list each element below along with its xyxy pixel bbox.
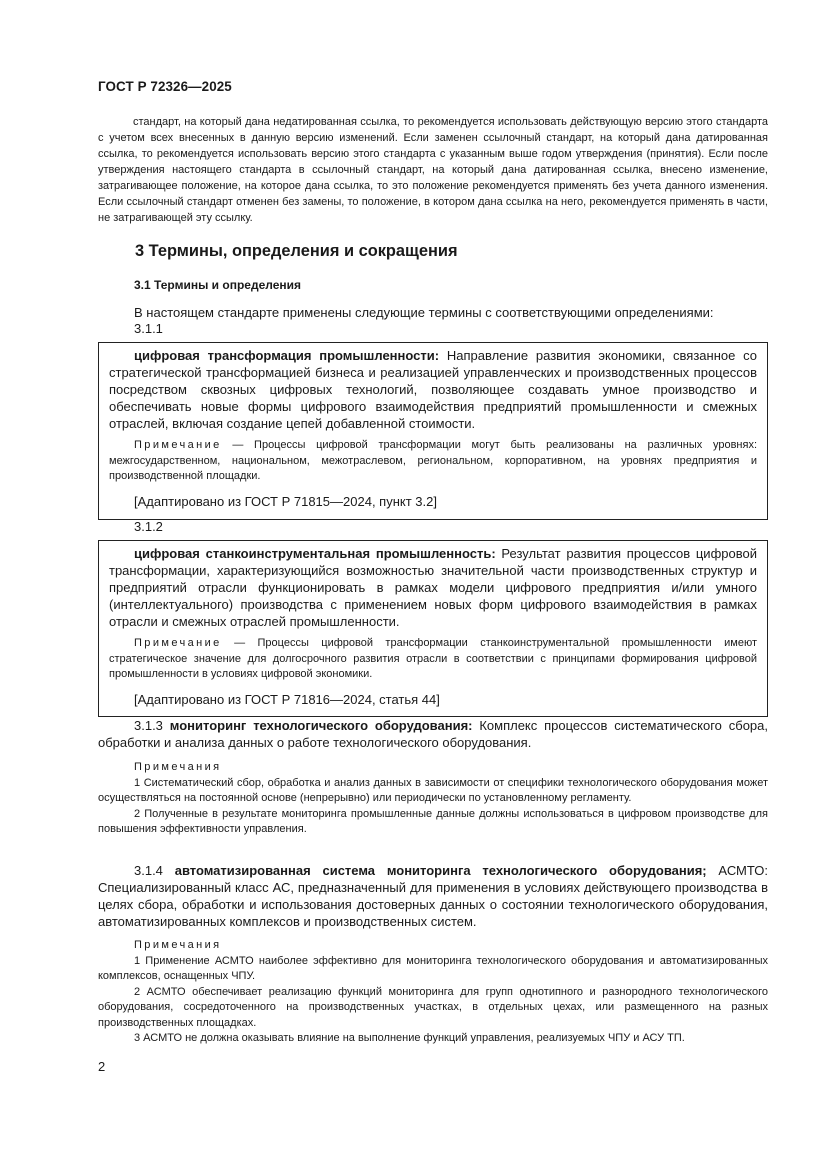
term-3-1-1-number: 3.1.1 [134,321,163,336]
term-3-1-4-term: автоматизированная система мониторинга технологического оборудования; [174,863,707,878]
term-3-1-3-notes [98,760,768,838]
term-3-1-4-note-3: 3 АСМТО не должна оказывать влияние на выполнение функций управления, реализуемых ЧПУ и АСУ ТП. [134,1032,685,1044]
term-3-1-3-definition [98,717,768,751]
term-3-1-2-note-label: Примечание [134,637,222,649]
section-3-1-heading: 3.1 Термины и определения [134,278,302,292]
term-3-1-2-box [98,540,768,717]
intro-paragraph: стандарт, на который дана недатированная ссылка, то рекомендуется использовать действующую версию этого стандарта с учетом всех внесенных в данную версию изменений. Если заменен ссылочный стандарт, на который дана датированная ссылка, то рекомендуется использовать версию этого стандарта с указанным выше годом утверждения (принятия). Если после утверждения настоящего стандарта в ссылочный стандарт, на который дана датированная ссылка, внесено изменение, затрагивающее положение, на которое дана ссылка, то это положение рекомендуется применять без учета данного изменения. Если ссылочный стандарт отменен без замены, то положение, в котором дана ссылка на него, рекомендуется применять в части, не затрагивающей эту ссылку. [98,116,768,224]
term-3-1-2-term: цифровая станкоинструментальная промышленность: [134,546,496,561]
term-3-1-1-note-text: — Процессы цифровой трансформации могут быть реализованы на различных уровнях: межгосударственном, национальном, межотраслевом, региональном, корпоративном, на уровнях предприятия и производственной площадки. [109,439,757,482]
term-3-1-1-source: [Адаптировано из ГОСТ Р 71815—2024, пункт 3.2] [134,493,437,509]
term-3-1-3-text: Комплекс процессов систематического сбора, обработки и анализа данных о работе технологического оборудования. [98,718,768,750]
document-header: ГОСТ Р 72326—2025 [98,79,232,94]
term-3-1-1-note [109,438,757,485]
section-3-heading: 3 Термины, определения и сокращения [135,242,458,260]
term-3-1-4-definition [98,862,768,930]
page-number: 2 [98,1059,106,1074]
term-3-1-4-note-1: 1 Применение АСМТО наиболее эффективно для мониторинга технологического оборудования и автоматизированных комплексов, оснащенных ЧПУ. [98,954,768,982]
term-3-1-2-definition [109,545,757,630]
term-3-1-4-notes-label: Примечания [134,939,222,951]
term-3-1-3-note-1: 1 Систематический сбор, обработка и анализ данных в зависимости от специфики технологического оборудования может осуществляться на постоянной основе (непрерывно) или периодически по установленному регламенту. [98,776,768,804]
term-3-1-1-definition [109,347,757,432]
term-3-1-3-number: 3.1.3 [134,718,163,733]
term-3-1-2-note-text: — Процессы цифровой трансформации станкоинструментальной промышленности имеют стратегическое значение для долгосрочного развития отрасли в соответствии с принципами формирования цифровой промышленности в условиях цифровой экономики. [109,637,757,680]
term-3-1-3-note-2: 2 Полученные в результате мониторинга промышленные данные должны использоваться в цифровом производстве для повышения эффективности управления. [98,807,768,835]
term-3-1-1-box [98,342,768,520]
term-3-1-3-notes-label: Примечания [134,761,222,773]
section-3-1-intro-text: В настоящем стандарте применены следующие термины с соответствующими определениями: [134,305,714,320]
term-3-1-1-text: Направление развития экономики, связанное со стратегической трансформацией бизнеса и реализацией управленческих и производственных процессов посредством сквозных цифровых технологий, позволяющее создавать умное производство и обеспечивать новые формы цифрового взаимодействия предприятий промышленности и смежных отраслей, включая создание цепей добавленной стоимости. [109,348,758,431]
term-3-1-2-number: 3.1.2 [134,519,163,534]
term-3-1-2-text: Результат развития процессов цифровой трансформации, характеризующийся возможностью значительной части производственных структур и предприятий отрасли функционировать в рамках модели цифрового предприятия и/или умного (интеллектуального) производства с применением новых форм цифрового взаимодействия в рамках отрасли и смежных отраслей промышленности. [109,546,757,629]
term-3-1-4-abbr: АСМТО: [706,863,768,878]
term-3-1-1-note-label: Примечание [134,439,222,451]
term-3-1-4-notes [98,938,768,1047]
term-3-1-2-note [109,636,757,683]
section-3-1-intro [134,304,768,321]
term-3-1-4-note-2: 2 АСМТО обеспечивает реализацию функций мониторинга для групп однотипного и разнородного технологического оборудования, сосредоточенного на производственных участках, в отдельных цехах, или размещенного на разных производственных площадках. [98,985,768,1029]
term-3-1-1-term: цифровая трансформация промышленности: [134,348,440,363]
term-3-1-4-text: Специализированный класс АС, предназначенный для применения в условиях действующего производства в целях сбора, обработки и использования достоверных данных о состоянии технологического оборудования, автоматизированных комплексов и производственных систем. [98,880,768,929]
term-3-1-3-term: мониторинг технологического оборудования: [169,718,473,733]
term-3-1-2-source: [Адаптировано из ГОСТ Р 71816—2024, статья 44] [134,691,440,707]
term-3-1-4-number: 3.1.4 [134,863,163,878]
